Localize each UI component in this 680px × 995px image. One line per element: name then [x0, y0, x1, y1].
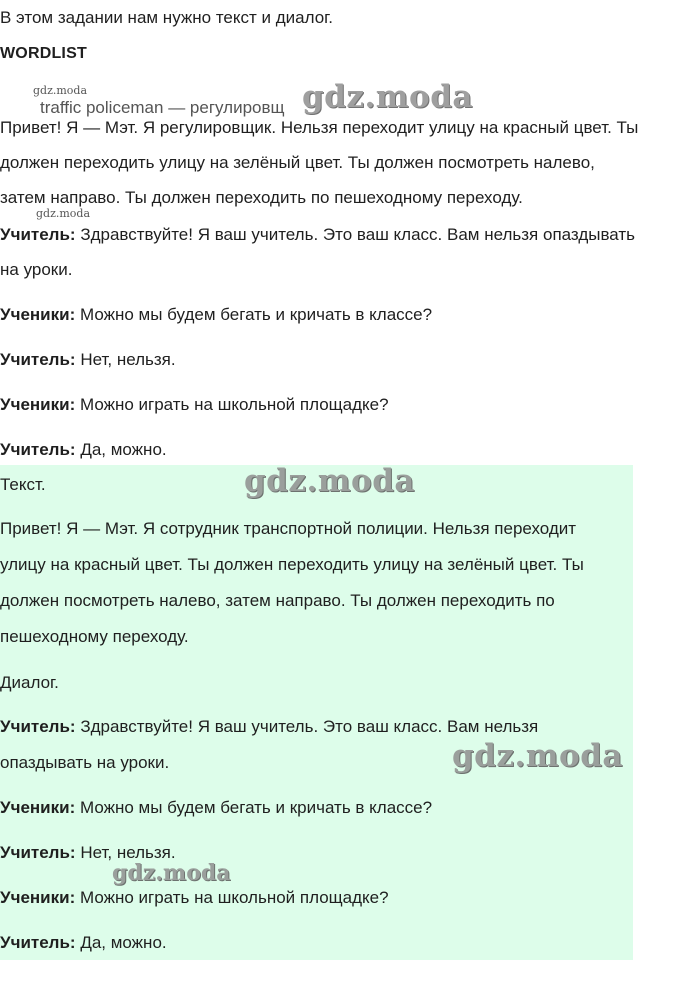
intro-text: В этом задании нам нужно текст и диалог. [0, 8, 334, 27]
wordlist-entry: traffic policeman — регулировщ [40, 98, 285, 117]
speaker-label: Ученики: [0, 395, 76, 414]
watermark-logo: gdz.moda [244, 463, 415, 499]
dialog-text: Можно играть на школьной площадке? [75, 888, 389, 907]
speaker-label: Учитель: [0, 440, 76, 459]
watermark-logo: gdz.moda [112, 860, 231, 886]
block2-line-1: Привет! Я — Мэт. Я сотрудник транспортной полиции. Нельзя переходит [0, 519, 577, 538]
block2-line-4: пешеходному переходу. [0, 627, 189, 646]
block1-dialog-2 [0, 304, 432, 326]
block1-dialog-1 [0, 224, 635, 246]
dialog-text: Да, можно. [75, 933, 167, 952]
block1-dialog-4 [0, 394, 389, 416]
dialog-text: Можно мы будем бегать и кричать в классе? [75, 305, 433, 324]
block2-dialog-1-cont: опаздывать на уроки. [0, 753, 170, 772]
block2-dialog-5 [0, 932, 167, 954]
speaker-label: Учитель: [0, 717, 76, 736]
watermark-logo: gdz.moda [302, 79, 473, 115]
block1-dialog-1-cont: на уроки. [0, 260, 73, 279]
dialog-text: Можно мы будем бегать и кричать в классе? [75, 798, 433, 817]
speaker-label: Ученики: [0, 798, 76, 817]
block1-dialog-5 [0, 439, 167, 461]
dialog-text: Да, можно. [75, 440, 167, 459]
block1-line-3: затем направо. Ты должен переходить по пешеходному переходу. [0, 188, 523, 207]
watermark-logo: gdz.moda [33, 84, 88, 97]
watermark-logo: gdz.moda [452, 738, 623, 774]
dialog-text: Нет, нельзя. [75, 350, 176, 369]
dialog-text: Здравствуйте! Я ваш учитель. Это ваш класс. Вам нельзя [75, 717, 539, 736]
block2-dialog-label: Диалог. [0, 673, 59, 692]
speaker-label: Ученики: [0, 888, 76, 907]
block2-text-label: Текст. [0, 475, 46, 494]
speaker-label: Ученики: [0, 305, 76, 324]
watermark-logo: gdz.moda [36, 207, 91, 220]
block2-dialog-1 [0, 716, 538, 738]
speaker-label: Учитель: [0, 225, 76, 244]
dialog-text: Нет, нельзя. [75, 843, 176, 862]
block2-dialog-2 [0, 797, 432, 819]
wordlist-heading: WORDLIST [0, 45, 87, 62]
speaker-label: Учитель: [0, 933, 76, 952]
block2-dialog-4 [0, 887, 389, 909]
dialog-text: Здравствуйте! Я ваш учитель. Это ваш класс. Вам нельзя опаздывать [75, 225, 636, 244]
block2-line-3: должен посмотреть налево, затем направо. Ты должен переходить по [0, 591, 555, 610]
speaker-label: Учитель: [0, 350, 76, 369]
block2-line-2: улицу на красный цвет. Ты должен переходить улицу на зелёный цвет. Ты [0, 555, 584, 574]
block1-line-2: должен переходить улицу на зелёный цвет. Ты должен посмотреть налево, [0, 153, 595, 172]
speaker-label: Учитель: [0, 843, 76, 862]
dialog-text: Можно играть на школьной площадке? [75, 395, 389, 414]
block1-line-1: Привет! Я — Мэт. Я регулировщик. Нельзя переходит улицу на красный цвет. Ты [0, 118, 639, 137]
block1-dialog-3 [0, 349, 176, 371]
